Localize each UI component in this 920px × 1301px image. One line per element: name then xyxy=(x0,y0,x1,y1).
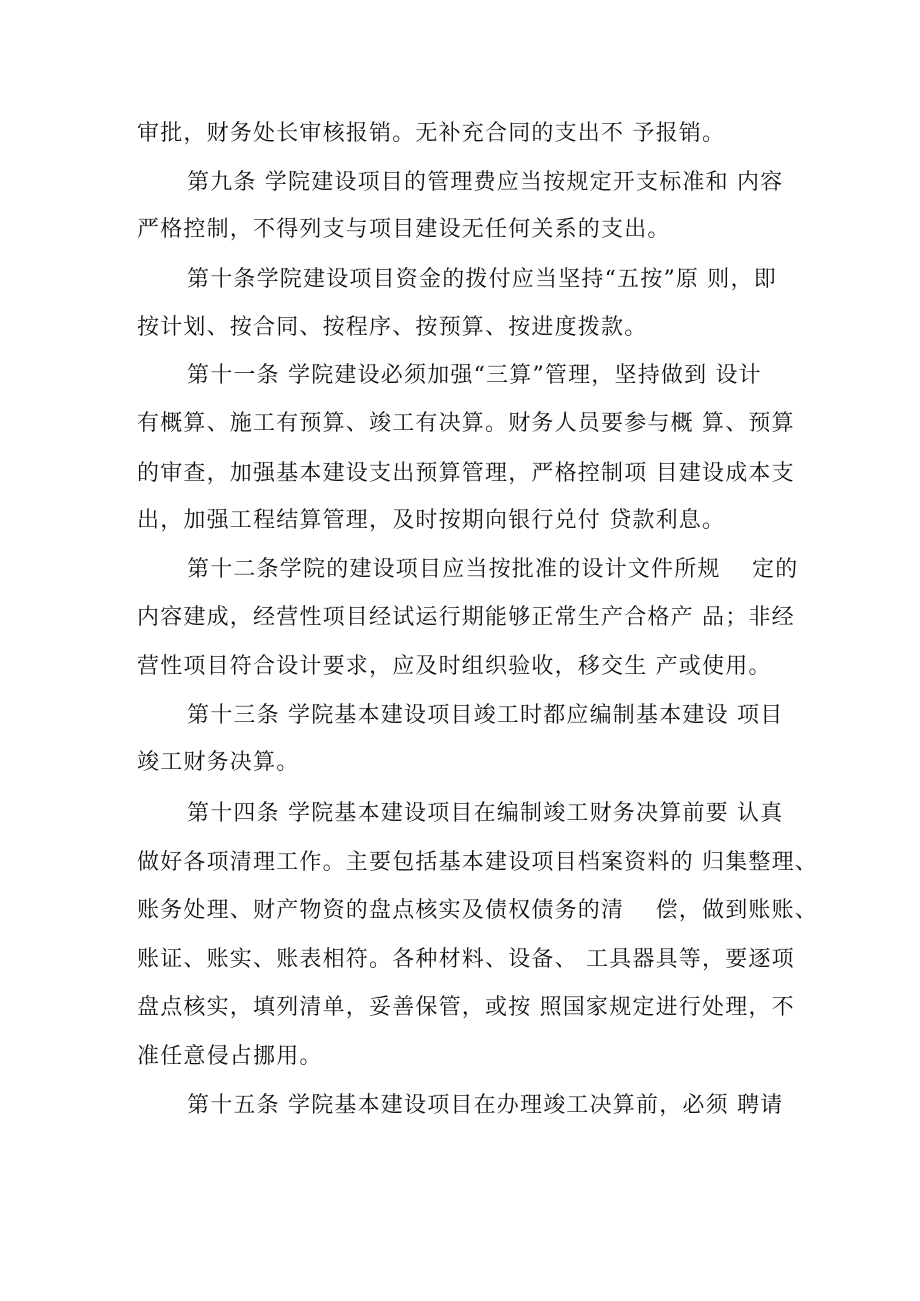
text-line: 第九条 学院建设项目的管理费应当按规定开支标准和 内容 xyxy=(187,170,784,195)
text-line: 第十条学院建设项目资金的拨付应当坚持“五按”原 则，即 xyxy=(187,267,777,292)
text-line: 审批，财务处长审核报销。无补充合同的支出不 予报销。 xyxy=(137,121,726,146)
text-line: 第十四条 学院基本建设项目在编制竣工财务决算前要 认真 xyxy=(187,801,784,826)
text-line: 严格控制，不得列支与项目建设无任何关系的支出。 xyxy=(137,217,671,242)
text-line: 按计划、按合同、按程序、按预算、按进度拨款。 xyxy=(137,315,648,340)
text-line: 第十三条 学院基本建设项目竣工时都应编制基本建设 项目 xyxy=(187,703,784,728)
text-line: 账证、账实、账表相符。各种材料、设备、 工具器具等，要逐项 xyxy=(137,947,795,972)
text-line: 账务处理、财产物资的盘点核实及债权债务的清 偿，做到账账、 xyxy=(137,898,818,923)
text-line: 第十五条 学院基本建设项目在办理竣工决算前，必须 聘请 xyxy=(187,1093,784,1118)
text-line: 盘点核实，填列清单，妥善保管，或按 照国家规定进行处理，不 xyxy=(137,995,795,1020)
text-line: 第十一条 学院建设必须加强“三算”管理，坚持做到 设计 xyxy=(187,363,762,388)
text-line: 竣工财务决算。 xyxy=(137,750,300,775)
text-line: 第十二条学院的建设项目应当按批准的设计文件所规 定的 xyxy=(187,557,799,582)
text-line: 有概算、施工有预算、竣工有决算。财务人员要参与概 算、预算 xyxy=(137,411,795,436)
text-line: 营性项目符合设计要求，应及时组织验收，移交生 产或使用。 xyxy=(137,654,772,679)
text-line: 出，加强工程结算管理，及时按期向银行兑付 贷款利息。 xyxy=(137,508,726,533)
text-line: 准任意侵占挪用。 xyxy=(137,1044,323,1069)
text-line: 内容建成，经营性项目经试运行期能够正常生产合格产 品；非经 xyxy=(137,605,795,630)
text-line: 的审查，加强基本建设支出预算管理，严格控制项 目建设成本支 xyxy=(137,461,795,486)
text-line: 做好各项清理工作。主要包括基本建设项目档案资料的 归集整理、 xyxy=(137,850,818,875)
